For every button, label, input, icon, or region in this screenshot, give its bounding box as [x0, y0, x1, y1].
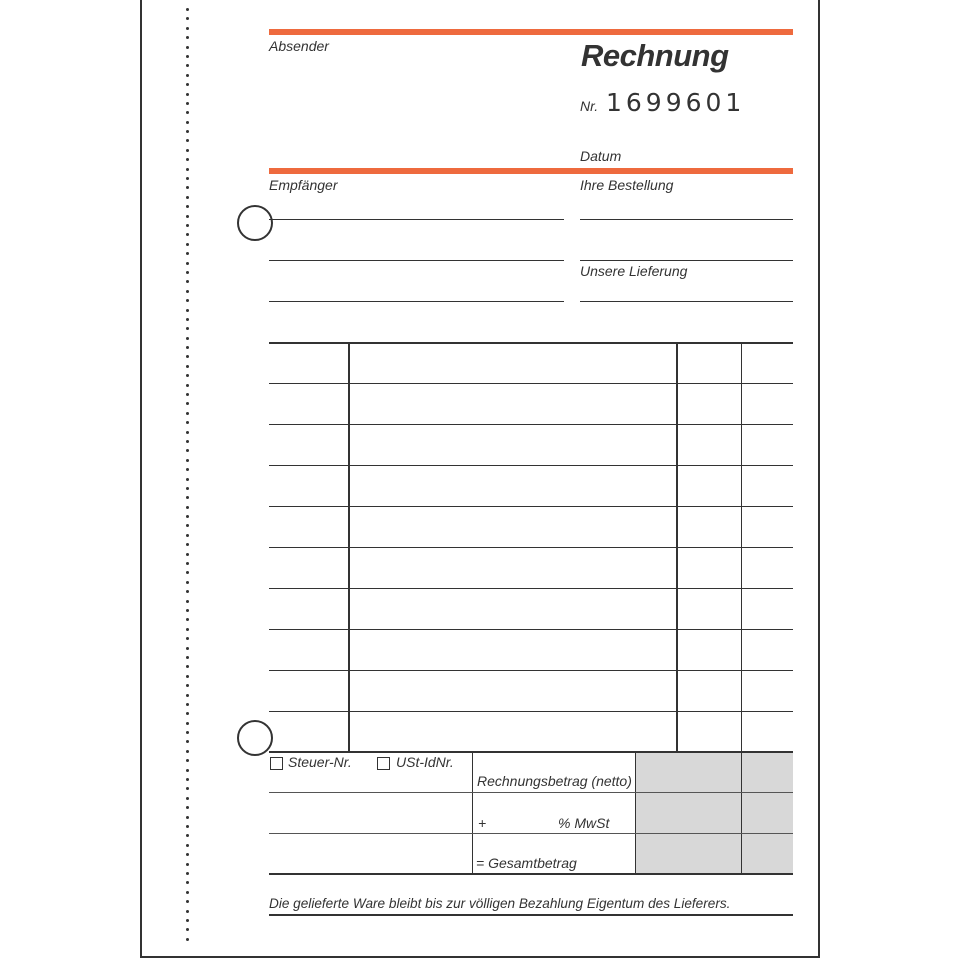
perforation-dot [186, 8, 189, 11]
perforation-dot [186, 374, 189, 377]
perforation-dot [186, 910, 189, 913]
perforation-dot [186, 299, 189, 302]
perforation-dot [186, 647, 189, 650]
item-table-row-line[interactable] [269, 588, 793, 589]
perforation-dot [186, 271, 189, 274]
perforation-dot [186, 309, 189, 312]
perforation-dot [186, 158, 189, 161]
perforation-dot [186, 121, 189, 124]
perforation-dot [186, 46, 189, 49]
perforation-dot [186, 506, 189, 509]
perforation-dot [186, 384, 189, 387]
perforation-dot [186, 900, 189, 903]
perforation-dot [186, 496, 189, 499]
perforation-dot [186, 74, 189, 77]
invoice-number-label: Nr. [580, 98, 599, 114]
perforation-dot [186, 675, 189, 678]
perforation-dot [186, 938, 189, 941]
perforation-dot [186, 928, 189, 931]
perforation-dot [186, 665, 189, 668]
perforation-dot [186, 449, 189, 452]
invoice-title: Rechnung [581, 38, 729, 73]
perforation-dot [186, 637, 189, 640]
recipient-line-2[interactable] [269, 260, 564, 261]
perforation-dot [186, 891, 189, 894]
plus-sign: + [478, 815, 487, 831]
item-table-row-line[interactable] [269, 383, 793, 384]
perforation-dot [186, 515, 189, 518]
perforation-dot [186, 215, 189, 218]
perforation-dot [186, 618, 189, 621]
perforation-dot [186, 280, 189, 283]
perforation-dot [186, 27, 189, 30]
item-table-row-line[interactable] [269, 506, 793, 507]
perforation-dot [186, 534, 189, 537]
perforation-line [184, 8, 190, 953]
perforation-dot [186, 36, 189, 39]
perforation-dot [186, 816, 189, 819]
perforation-dot [186, 543, 189, 546]
perforation-dot [186, 703, 189, 706]
perforation-dot [186, 64, 189, 67]
perforation-dot [186, 609, 189, 612]
totals-divider-left [472, 751, 473, 874]
perforation-dot [186, 186, 189, 189]
perforation-dot [186, 431, 189, 434]
perforation-dot [186, 421, 189, 424]
order-line[interactable] [580, 219, 793, 220]
totals-row-line-2 [269, 833, 793, 834]
perforation-dot [186, 402, 189, 405]
perforation-dot [186, 769, 189, 772]
totals-top-border [269, 751, 793, 753]
recipient-label: Empfänger [269, 177, 338, 193]
perforation-dot [186, 233, 189, 236]
perforation-dot [186, 684, 189, 687]
perforation-dot [186, 806, 189, 809]
perforation-dot [186, 872, 189, 875]
order-line-2[interactable] [580, 260, 793, 261]
middle-accent-bar [269, 168, 793, 174]
item-table-row-line[interactable] [269, 465, 793, 466]
perforation-dot [186, 262, 189, 265]
perforation-dot [186, 844, 189, 847]
perforation-dot [186, 224, 189, 227]
vat-percent-label: % MwSt [558, 815, 610, 831]
vat-id-checkbox[interactable] [377, 757, 390, 770]
invoice-number-value: 1699601 [606, 88, 746, 117]
perforation-dot [186, 111, 189, 114]
item-table-row-line[interactable] [269, 424, 793, 425]
perforation-dot [186, 740, 189, 743]
perforation-dot [186, 863, 189, 866]
perforation-dot [186, 487, 189, 490]
item-table-row-line[interactable] [269, 547, 793, 548]
perforation-dot [186, 881, 189, 884]
order-label: Ihre Bestellung [580, 177, 674, 193]
perforation-dot [186, 571, 189, 574]
perforation-dot [186, 196, 189, 199]
perforation-dot [186, 327, 189, 330]
perforation-dot [186, 731, 189, 734]
perforation-dot [186, 177, 189, 180]
perforation-dot [186, 825, 189, 828]
tax-number-label: Steuer-Nr. [288, 754, 352, 770]
perforation-dot [186, 168, 189, 171]
punch-hole-bottom [237, 720, 273, 756]
perforation-dot [186, 600, 189, 603]
item-table-row-line[interactable] [269, 670, 793, 671]
retention-of-title-note: Die gelieferte Ware bleibt bis zur völligen Bezahlung Eigentum des Lieferers. [269, 896, 731, 911]
perforation-dot [186, 346, 189, 349]
totals-bottom-border [269, 873, 793, 875]
perforation-dot [186, 759, 189, 762]
delivery-label: Unsere Lieferung [580, 263, 688, 279]
perforation-dot [186, 83, 189, 86]
item-table-row-line[interactable] [269, 629, 793, 630]
perforation-dot [186, 459, 189, 462]
sender-label: Absender [269, 38, 329, 54]
perforation-dot [186, 750, 189, 753]
perforation-dot [186, 722, 189, 725]
perforation-dot [186, 581, 189, 584]
item-table-row-line[interactable] [269, 711, 793, 712]
perforation-dot [186, 524, 189, 527]
tax-number-checkbox[interactable] [270, 757, 283, 770]
perforation-dot [186, 712, 189, 715]
perforation-dot [186, 243, 189, 246]
perforation-dot [186, 318, 189, 321]
perforation-dot [186, 412, 189, 415]
gross-total-label: = Gesamtbetrag [476, 855, 577, 871]
perforation-dot [186, 553, 189, 556]
perforation-dot [186, 252, 189, 255]
perforation-dot [186, 468, 189, 471]
perforation-dot [186, 562, 189, 565]
perforation-dot [186, 656, 189, 659]
perforation-dot [186, 139, 189, 142]
perforation-dot [186, 478, 189, 481]
recipient-line-3[interactable] [269, 301, 564, 302]
delivery-line[interactable] [580, 301, 793, 302]
perforation-dot [186, 337, 189, 340]
perforation-dot [186, 102, 189, 105]
perforation-dot [186, 853, 189, 856]
totals-row-line-1 [269, 792, 793, 793]
perforation-dot [186, 365, 189, 368]
amount-shaded-area[interactable] [636, 753, 793, 874]
perforation-dot [186, 393, 189, 396]
perforation-dot [186, 290, 189, 293]
top-accent-bar [269, 29, 793, 35]
perforation-dot [186, 590, 189, 593]
perforation-dot [186, 93, 189, 96]
vat-id-label: USt-IdNr. [396, 754, 454, 770]
date-label: Datum [580, 148, 622, 164]
totals-divider-right [741, 751, 742, 874]
punch-hole-top [237, 205, 273, 241]
perforation-dot [186, 55, 189, 58]
recipient-line-1[interactable] [269, 219, 564, 220]
perforation-dot [186, 787, 189, 790]
footer-line [269, 914, 793, 916]
perforation-dot [186, 130, 189, 133]
perforation-dot [186, 834, 189, 837]
net-amount-label: Rechnungsbetrag (netto) [477, 773, 632, 789]
perforation-dot [186, 149, 189, 152]
perforation-dot [186, 778, 189, 781]
perforation-dot [186, 440, 189, 443]
perforation-dot [186, 628, 189, 631]
perforation-dot [186, 797, 189, 800]
perforation-dot [186, 919, 189, 922]
perforation-dot [186, 17, 189, 20]
perforation-dot [186, 355, 189, 358]
perforation-dot [186, 205, 189, 208]
totals-divider-mid [635, 751, 636, 874]
perforation-dot [186, 694, 189, 697]
